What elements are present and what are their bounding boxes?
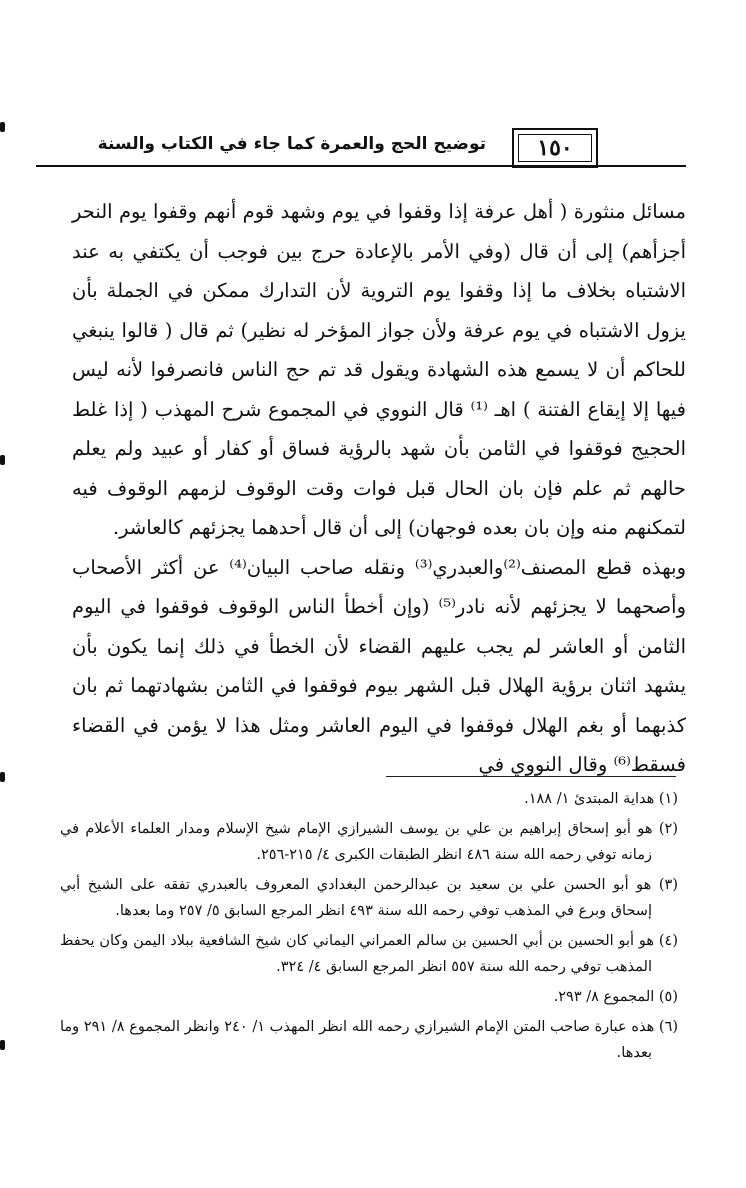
main-text xyxy=(72,192,686,785)
page-number: ١٥٠ xyxy=(518,134,592,162)
footnote: (٢) هو أبو إسحاق إبراهيم بن علي بن يوسف الشيرازي الإمام شيخ الإسلام ومدار العلماء الأعلام في زمانه توفي رحمه الله سنة ٤٨٦ انظر الطبقات الكبرى ٤/ ٢١٥-٢٥٦. xyxy=(60,821,678,863)
footnote: (١) هداية المبتدئ ١/ ١٨٨. xyxy=(524,791,678,807)
footnote-separator xyxy=(386,776,676,777)
header-rule xyxy=(36,165,686,167)
footnote: (٤) هو أبو الحسين بن أبي الحسين بن سالم العمراني اليماني كان شيخ الشافعية ببلاد اليمن وكان يحفظ المذهب توفي رحمه الله سنة ٥٥٧ انظر المرجع السابق ٤/ ٣٢٤. xyxy=(60,933,678,975)
page-number-box xyxy=(512,128,598,168)
page-header xyxy=(36,128,686,176)
footnote: (٦) هذه عبارة صاحب المتن الإمام الشيرازي رحمه الله انظر المهذب ١/ ٢٤٠ وانظر المجموع ٨/ ٢٩١ وما بعدها. xyxy=(60,1019,679,1061)
paragraph: وبهذه قطع المصنف⁽²⁾والعبدري⁽³⁾ ونقله صاحب البيان⁽⁴⁾ عن أكثر الأصحاب وأصحهما لا يجزئهم لأنه نادر⁽⁵⁾ (وإن أخطأ الناس الوقوف فوقفوا في اليوم الثامن أو العاشر لم يجب عليهم القضاء لأن الخطأ في ذلك إنما يكون بأن يشهد اثنان برؤية الهلال قبل الشهر بيوم فوقفوا في الثامن بشهادتهما ثم بان كذبهما أو بغم الهلال فوقفوا في اليوم العاشر ومثل هذا لا يؤمن في القضاء فسقط⁽⁶⁾ وقال النووي في xyxy=(72,555,687,776)
running-title: توضيح الحج والعمرة كما جاء في الكتاب والسنة xyxy=(97,134,486,154)
paragraph: مسائل منثورة ( أهل عرفة إذا وقفوا في يوم وشهد قوم أنهم وقفوا يوم النحر أجزأهم) إلى أن قال (وفي الأمر بالإعادة حرج بين فوجب أن يكتفي به عند الاشتباه بخلاف ما إذا وقفوا يوم التروية لأن التدارك ممكن في الجملة بأن يزول الاشتباه في يوم عرفة ولأن جواز المؤخر له نظير) ثم قال ( قالوا ينبغي للحاكم أن لا يسمع هذه الشهادة ويقول قد تم حج الناس فانصرفوا لأنه ليس فيها إلا إيقاع الفتنة ) اهـ ⁽¹⁾ قال النووي في المجموع شرح المهذب ( إذا غلط الحجيج فوقفوا في الثامن بأن شهد بالرؤية فساق أو كفار أو عبيد ولم يعلم حالهم ثم علم فإن بان الحال قبل فوات وقت الوقوف لزمهم الوقوف فيه لتمكنهم منه وإن بان بعده فوجهان) إلى أن قال أحدهما يجزئهم كالعاشر. xyxy=(72,200,686,539)
binding-mark xyxy=(0,455,5,465)
binding-mark xyxy=(0,122,5,132)
footnotes xyxy=(60,786,678,1070)
binding-mark xyxy=(0,772,5,782)
footnote: (٣) هو أبو الحسن علي بن سعيد بن عبدالرحمن البغدادي المعروف بالعبدري تفقه على الشيخ أبي إسحاق وبرع في المذهب توفي رحمه الله سنة ٤٩٣ انظر المرجع السابق ٥/ ٢٥٧ وما بعدها. xyxy=(60,877,678,919)
binding-mark xyxy=(0,1040,5,1050)
footnote: (٥) المجموع ٨/ ٢٩٣. xyxy=(553,989,678,1005)
